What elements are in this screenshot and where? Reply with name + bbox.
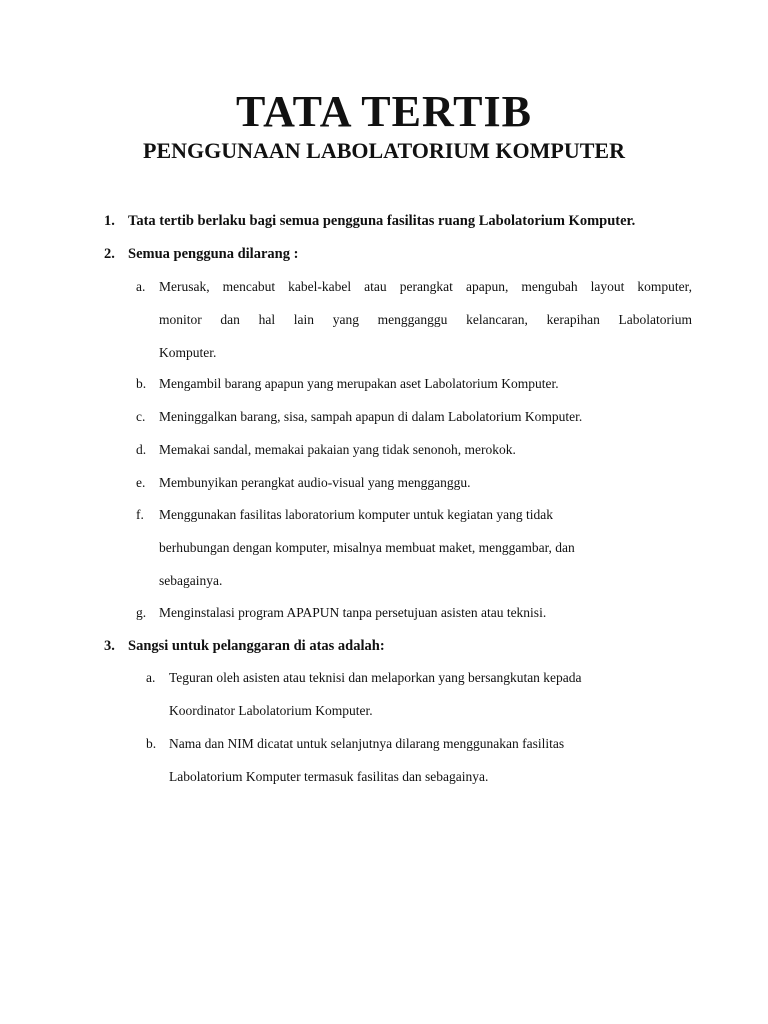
item-letter: a. [136,279,146,294]
item-body [159,603,692,636]
item-body [169,734,659,800]
item-line: monitor dan hal lain yang mengganggu kelancaran, kerapihan Labolatorium [159,312,692,327]
item-body [159,505,692,604]
item-line: Menggunakan fasilitas laboratorium komputer untuk kegiatan yang tidak [159,507,554,522]
rule-text: Tata tertib berlaku bagi semua pengguna fasilitas ruang Labolatorium Komputer. [128,213,636,229]
item-letter: g. [136,605,147,620]
rule-number: 1. [104,213,115,229]
item-line: Membunyikan perangkat audio-visual yang mengganggu. [159,475,471,490]
item-line: Komputer. [159,345,217,360]
item-line: Meninggalkan barang, sisa, sampah apapun di dalam Labolatorium Komputer. [159,409,583,424]
item-line: berhubungan dengan komputer, misalnya membuat maket, menggambar, dan [159,540,575,555]
item-letter: c. [136,409,146,424]
item-line: Memakai sandal, memakai pakaian yang tidak senonoh, merokok. [159,442,516,457]
item-line: Teguran oleh asisten atau teknisi dan melaporkan yang bersangkutan kepada [169,670,582,685]
item-line: Menginstalasi program APAPUN tanpa persetujuan asisten atau teknisi. [159,605,547,620]
item-line: Labolatorium Komputer termasuk fasilitas dan sebagainya. [169,769,489,784]
rule-text: Sangsi untuk pelanggaran di atas adalah: [128,638,385,654]
document-title: TATA TERTIB [236,87,532,136]
item-letter: a. [146,670,156,685]
item-body [159,374,692,407]
item-line: Nama dan NIM dicatat untuk selanjutnya dilarang menggunakan fasilitas [169,736,565,751]
item-line: Merusak, mencabut kabel-kabel atau perangkat apapun, mengubah layout komputer, [159,279,692,294]
item-letter: e. [136,475,146,490]
item-letter: d. [136,442,147,457]
item-line: Koordinator Labolatorium Komputer. [169,703,373,718]
item-letter: f. [136,507,144,522]
item-letter: b. [146,736,157,751]
item-body [159,473,692,506]
item-letter: b. [136,376,147,391]
item-body [159,277,692,376]
item-body [169,668,659,734]
item-body [159,407,692,440]
document-subtitle: PENGGUNAAN LABOLATORIUM KOMPUTER [143,138,625,163]
item-line: sebagainya. [159,573,223,588]
item-body [159,440,692,473]
rule-number: 2. [104,246,115,262]
rule-text: Semua pengguna dilarang : [128,246,299,262]
rule-number: 3. [104,638,115,654]
item-line: Mengambil barang apapun yang merupakan aset Labolatorium Komputer. [159,376,559,391]
